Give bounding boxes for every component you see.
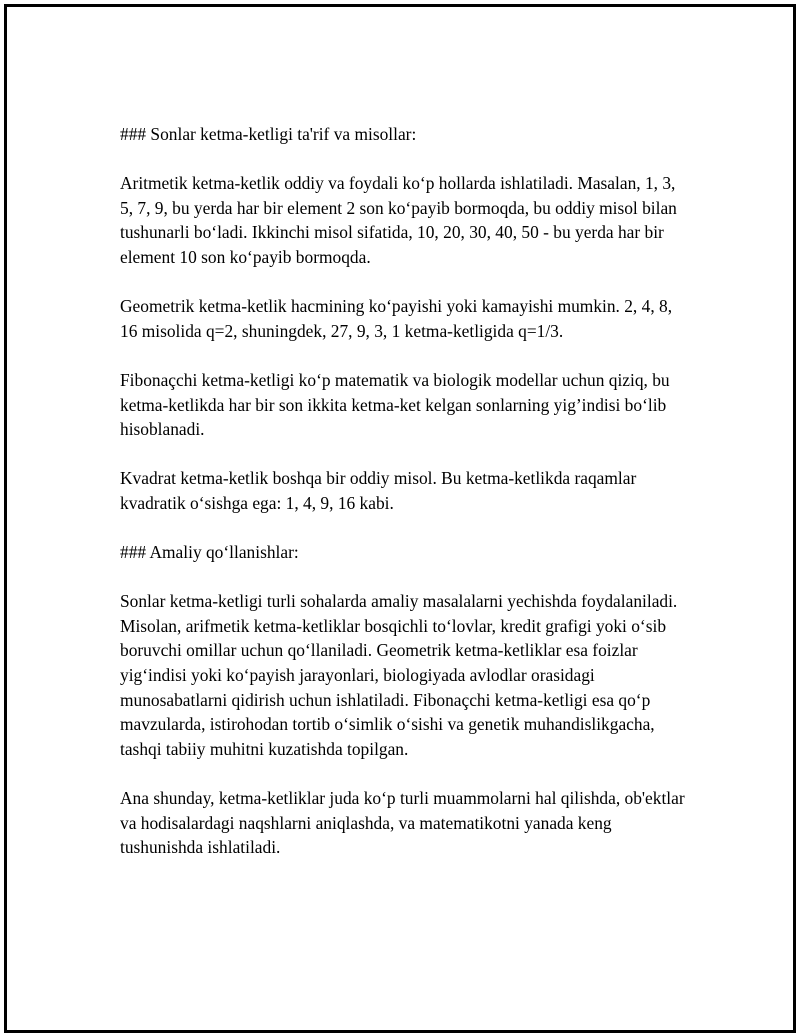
paragraph-applications: Sonlar ketma-ketligi turli sohalarda amaliy masalalarni yechishda foydalaniladi. Misolan, arifmetik ketma-ketliklar bosqichli to‘lovlar, kredit grafigi yoki o‘sib boruvchi omillar uchun qo‘llaniladi. Geometrik ketma-ketliklar esa foizlar yig‘indisi yoki ko‘payish jarayonlari, biologiyada avlodlar orasidagi munosabatlarni qidirish uchun ishlatiladi. Fibonaçchi ketma-ketligi esa qo‘p mavzularda, istirohodan tortib o‘simlik o‘sishi va genetik muhandislikgacha, tashqi tabiiy muhitni kuzatishda topilgan. xyxy=(120,591,682,759)
paragraph-conclusion: Ana shunday, ketma-ketliklar juda ko‘p turli muammolarni hal qilishda, ob'ektlar va hodisalardagi naqshlarni aniqlashda, va matematikotni yanada keng tushunishda ishlatiladi. xyxy=(120,788,690,858)
paragraph-square: Kvadrat ketma-ketlik boshqa bir oddiy misol. Bu ketma-ketlikda raqamlar kvadratik o‘sishga ega: 1, 4, 9, 16 kabi. xyxy=(120,468,641,513)
document-body xyxy=(120,122,690,884)
page-frame xyxy=(4,4,796,1033)
paragraph-geometric: Geometrik ketma-ketlik hacmining ko‘payishi yoki kamayishi mumkin. 2, 4, 8, 16 misolida q=2, shuningdek, 27, 9, 3, 1 ketma-ketligida q=1/3. xyxy=(120,296,677,341)
section-heading-definitions: ### Sonlar ketma-ketligi ta'rif va misollar: xyxy=(120,124,417,144)
section-heading-applications: ### Amaliy qo‘llanishlar: xyxy=(120,542,299,563)
paragraph-fibonacci: Fibonaçchi ketma-ketligi ko‘p matematik va biologik modellar uchun qiziq, bu ketma-ketlikda har bir son ikkita ketma-ket kelgan sonlarning yig’indisi bo‘lib hisoblanadi. xyxy=(120,369,674,440)
paragraph-arithmetic: Aritmetik ketma-ketlik oddiy va foydali ko‘p hollarda ishlatiladi. Masalan, 1, 3, 5, 7, 9, bu yerda har bir element 2 son ko‘payib bormoqda, bu oddiy misol bilan tushunarli bo‘ladi. Ikkinchi misol sifatida, 10, 20, 30, 40, 50 - bu yerda har bir element 10 son ko‘payib bormoqda. xyxy=(120,173,682,267)
